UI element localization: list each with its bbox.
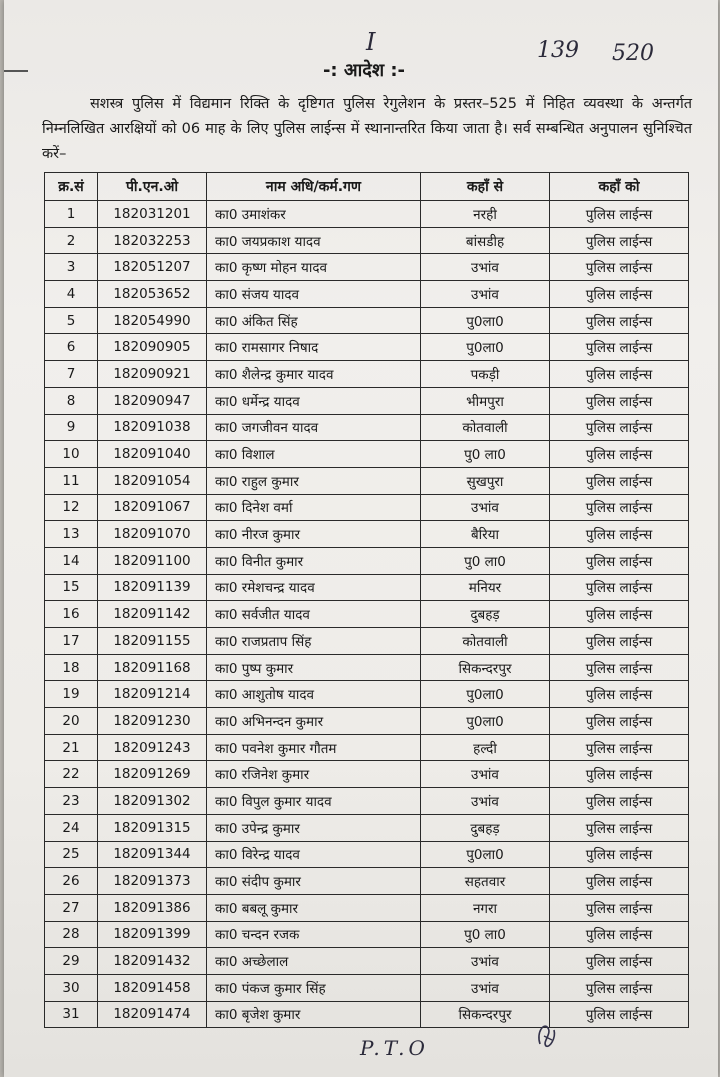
- cell-name: का0 सर्वजीत यादव: [207, 601, 421, 628]
- cell-name: का0 संजय यादव: [207, 281, 421, 308]
- cell-to: पुलिस लाईन्स: [550, 521, 689, 548]
- handwritten-number-2: 520: [612, 41, 654, 66]
- cell-name: का0 विपुल कुमार यादव: [207, 788, 421, 815]
- cell-from: मनियर: [421, 574, 550, 601]
- table-row: [45, 734, 689, 761]
- cell-pno: 182091168: [98, 654, 207, 681]
- cell-name: का0 उपेन्द्र कुमार: [207, 814, 421, 841]
- table-row: [45, 868, 689, 895]
- cell-pno: 182091315: [98, 814, 207, 841]
- cell-name: का0 विनीत कुमार: [207, 547, 421, 574]
- cell-pno: 182091302: [98, 788, 207, 815]
- cell-pno: 182054990: [98, 307, 207, 334]
- table-row: [45, 601, 689, 628]
- cell-pno: 182091386: [98, 894, 207, 921]
- cell-from: उभांव: [421, 788, 550, 815]
- cell-from: सुखपुरा: [421, 467, 550, 494]
- cell-pno: 182091038: [98, 414, 207, 441]
- cell-pno: 182091155: [98, 628, 207, 655]
- cell-serial: 5: [45, 307, 98, 334]
- cell-pno: 182090947: [98, 387, 207, 414]
- cell-to: पुलिस लाईन्स: [550, 814, 689, 841]
- table-row: [45, 788, 689, 815]
- table-header-row: [45, 173, 689, 201]
- cell-name: का0 विरेन्द्र यादव: [207, 841, 421, 868]
- table-row: [45, 841, 689, 868]
- order-paragraph: [42, 92, 692, 167]
- cell-from: पु0ला0: [421, 334, 550, 361]
- cell-serial: 25: [45, 841, 98, 868]
- order-paragraph-text: सशस्त्र पुलिस में विद्यमान रिक्ति के दृष्टिगत पुलिस रेगुलेशन के प्रस्तर–525 में निहित व्यवस्था के अन्तर्गत निम्नलिखित आरक्षियों को 06 माह के लिए पुलिस लाईन्स में स्थानान्तरित किया जाता है। सर्व सम्बन्धित अनुपालन सुनिश्चित करें–: [42, 96, 692, 162]
- cell-pno: 182031201: [98, 201, 207, 228]
- table-row: [45, 814, 689, 841]
- cell-from: पु0 ला0: [421, 921, 550, 948]
- cell-to: पुलिस लाईन्स: [550, 761, 689, 788]
- cell-name: का0 राहुल कुमार: [207, 467, 421, 494]
- cell-name: का0 बृजेश कुमार: [207, 1001, 421, 1028]
- cell-pno: 182091243: [98, 734, 207, 761]
- cell-name: का0 पवनेश कुमार गौतम: [207, 734, 421, 761]
- table-row: [45, 387, 689, 414]
- cell-name: का0 नीरज कुमार: [207, 521, 421, 548]
- cell-serial: 10: [45, 441, 98, 468]
- cell-name: का0 राजप्रताप सिंह: [207, 628, 421, 655]
- table-row: [45, 761, 689, 788]
- cell-from: कोतवाली: [421, 628, 550, 655]
- cell-to: पुलिस लाईन्स: [550, 227, 689, 254]
- cell-from: दुबहड़: [421, 601, 550, 628]
- cell-serial: 16: [45, 601, 98, 628]
- header-from: कहाँ से: [421, 173, 550, 201]
- cell-serial: 11: [45, 467, 98, 494]
- cell-pno: 182091214: [98, 681, 207, 708]
- header-pno: पी.एन.ओ: [98, 173, 207, 201]
- table-row: [45, 494, 689, 521]
- cell-name: का0 बबलू कुमार: [207, 894, 421, 921]
- header-name: नाम अधि/कर्म.गण: [207, 173, 421, 201]
- cell-serial: 20: [45, 708, 98, 735]
- cell-serial: 22: [45, 761, 98, 788]
- cell-from: भीमपुरा: [421, 387, 550, 414]
- cell-to: पुलिस लाईन्स: [550, 281, 689, 308]
- table-row: [45, 414, 689, 441]
- cell-name: का0 संदीप कुमार: [207, 868, 421, 895]
- cell-from: पु0ला0: [421, 307, 550, 334]
- cell-pno: 182091344: [98, 841, 207, 868]
- cell-from: पु0 ला0: [421, 441, 550, 468]
- cell-from: बैरिया: [421, 521, 550, 548]
- cell-serial: 9: [45, 414, 98, 441]
- cell-pno: 182091040: [98, 441, 207, 468]
- cell-to: पुलिस लाईन्स: [550, 467, 689, 494]
- cell-pno: 182091054: [98, 467, 207, 494]
- cell-name: का0 अभिनन्दन कुमार: [207, 708, 421, 735]
- order-title: -: आदेश :-: [322, 60, 406, 81]
- cell-serial: 15: [45, 574, 98, 601]
- cell-to: पुलिस लाईन्स: [550, 868, 689, 895]
- table-row: [45, 708, 689, 735]
- table-row: [45, 361, 689, 388]
- cell-name: का0 रमेशचन्द्र यादव: [207, 574, 421, 601]
- table-body: [45, 201, 689, 1028]
- cell-to: पुलिस लाईन्स: [550, 494, 689, 521]
- cell-to: पुलिस लाईन्स: [550, 841, 689, 868]
- table-row: [45, 521, 689, 548]
- cell-from: उभांव: [421, 254, 550, 281]
- signature-mark: [532, 1018, 562, 1048]
- table-row: [45, 894, 689, 921]
- cell-name: का0 धर्मेन्द्र यादव: [207, 387, 421, 414]
- cell-from: पु0ला0: [421, 681, 550, 708]
- cell-serial: 13: [45, 521, 98, 548]
- cell-from: सहतवार: [421, 868, 550, 895]
- cell-to: पुलिस लाईन्स: [550, 628, 689, 655]
- cell-serial: 27: [45, 894, 98, 921]
- cell-name: का0 शैलेन्द्र कुमार यादव: [207, 361, 421, 388]
- table-row: [45, 948, 689, 975]
- handwritten-mark: I: [366, 28, 376, 56]
- cell-to: पुलिस लाईन्स: [550, 1001, 689, 1028]
- cell-from: सिकन्दरपुर: [421, 654, 550, 681]
- cell-serial: 4: [45, 281, 98, 308]
- cell-serial: 7: [45, 361, 98, 388]
- cell-serial: 3: [45, 254, 98, 281]
- cell-to: पुलिस लाईन्स: [550, 734, 689, 761]
- cell-pno: 182091230: [98, 708, 207, 735]
- table-row: [45, 547, 689, 574]
- cell-pno: 182091269: [98, 761, 207, 788]
- cell-from: पकड़ी: [421, 361, 550, 388]
- cell-name: का0 दिनेश वर्मा: [207, 494, 421, 521]
- table-row: [45, 441, 689, 468]
- cell-to: पुलिस लाईन्स: [550, 441, 689, 468]
- cell-serial: 1: [45, 201, 98, 228]
- cell-serial: 26: [45, 868, 98, 895]
- cell-to: पुलिस लाईन्स: [550, 201, 689, 228]
- cell-to: पुलिस लाईन्स: [550, 894, 689, 921]
- header-serial: क्र.सं: [45, 173, 98, 201]
- cell-to: पुलिस लाईन्स: [550, 254, 689, 281]
- header-to: कहाँ को: [550, 173, 689, 201]
- cell-from: कोतवाली: [421, 414, 550, 441]
- cell-serial: 23: [45, 788, 98, 815]
- cell-serial: 29: [45, 948, 98, 975]
- handwritten-number-1: 139: [537, 38, 579, 63]
- cell-pno: 182091100: [98, 547, 207, 574]
- cell-pno: 182091432: [98, 948, 207, 975]
- table-row: [45, 467, 689, 494]
- cell-from: बांसडीह: [421, 227, 550, 254]
- cell-to: पुलिस लाईन्स: [550, 708, 689, 735]
- table-row: [45, 254, 689, 281]
- cell-from: उभांव: [421, 494, 550, 521]
- table-row: [45, 201, 689, 228]
- cell-to: पुलिस लाईन्स: [550, 547, 689, 574]
- cell-to: पुलिस लाईन्स: [550, 361, 689, 388]
- cell-from: नरही: [421, 201, 550, 228]
- table-row: [45, 628, 689, 655]
- cell-pno: 182090905: [98, 334, 207, 361]
- cell-to: पुलिस लाईन्स: [550, 948, 689, 975]
- cell-serial: 12: [45, 494, 98, 521]
- cell-name: का0 कृष्ण मोहन यादव: [207, 254, 421, 281]
- table-row: [45, 681, 689, 708]
- cell-to: पुलिस लाईन्स: [550, 334, 689, 361]
- cell-from: दुबहड़: [421, 814, 550, 841]
- cell-pno: 182090921: [98, 361, 207, 388]
- cell-name: का0 पंकज कुमार सिंह: [207, 974, 421, 1001]
- cell-pno: 182032253: [98, 227, 207, 254]
- transfer-table: [44, 172, 689, 1028]
- cell-to: पुलिस लाईन्स: [550, 414, 689, 441]
- cell-serial: 2: [45, 227, 98, 254]
- cell-serial: 30: [45, 974, 98, 1001]
- cell-from: उभांव: [421, 974, 550, 1001]
- cell-serial: 31: [45, 1001, 98, 1028]
- cell-to: पुलिस लाईन्स: [550, 788, 689, 815]
- table-row: [45, 227, 689, 254]
- table-row: [45, 921, 689, 948]
- cell-pno: 182091458: [98, 974, 207, 1001]
- table-row: [45, 307, 689, 334]
- cell-pno: 182051207: [98, 254, 207, 281]
- cell-pno: 182091373: [98, 868, 207, 895]
- cell-name: का0 अंकित सिंह: [207, 307, 421, 334]
- cell-name: का0 आशुतोष यादव: [207, 681, 421, 708]
- cell-name: का0 जयप्रकाश यादव: [207, 227, 421, 254]
- cell-pno: 182091399: [98, 921, 207, 948]
- cell-pno: 182091142: [98, 601, 207, 628]
- table-row: [45, 974, 689, 1001]
- cell-from: पु0ला0: [421, 841, 550, 868]
- cell-name: का0 उमाशंकर: [207, 201, 421, 228]
- cell-from: हल्दी: [421, 734, 550, 761]
- cell-to: पुलिस लाईन्स: [550, 574, 689, 601]
- cell-name: का0 विशाल: [207, 441, 421, 468]
- cell-from: पु0ला0: [421, 708, 550, 735]
- cell-serial: 8: [45, 387, 98, 414]
- cell-from: नगरा: [421, 894, 550, 921]
- cell-to: पुलिस लाईन्स: [550, 387, 689, 414]
- table-row: [45, 334, 689, 361]
- cell-from: सिकन्दरपुर: [421, 1001, 550, 1028]
- cell-to: पुलिस लाईन्स: [550, 307, 689, 334]
- cell-serial: 24: [45, 814, 98, 841]
- cell-pno: 182091474: [98, 1001, 207, 1028]
- cell-to: पुलिस लाईन्स: [550, 654, 689, 681]
- cell-from: उभांव: [421, 761, 550, 788]
- cell-serial: 14: [45, 547, 98, 574]
- cell-serial: 19: [45, 681, 98, 708]
- table-row: [45, 574, 689, 601]
- cell-to: पुलिस लाईन्स: [550, 681, 689, 708]
- cell-from: पु0 ला0: [421, 547, 550, 574]
- table-row: [45, 281, 689, 308]
- cell-name: का0 रामसागर निषाद: [207, 334, 421, 361]
- cell-serial: 18: [45, 654, 98, 681]
- cell-serial: 17: [45, 628, 98, 655]
- cell-name: का0 जगजीवन यादव: [207, 414, 421, 441]
- cell-to: पुलिस लाईन्स: [550, 601, 689, 628]
- cell-name: का0 चन्दन रजक: [207, 921, 421, 948]
- cell-from: उभांव: [421, 281, 550, 308]
- cell-pno: 182091067: [98, 494, 207, 521]
- cell-name: का0 अच्छेलाल: [207, 948, 421, 975]
- cell-pno: 182091070: [98, 521, 207, 548]
- cell-to: पुलिस लाईन्स: [550, 921, 689, 948]
- cell-pno: 182091139: [98, 574, 207, 601]
- cell-pno: 182053652: [98, 281, 207, 308]
- cell-serial: 6: [45, 334, 98, 361]
- document-page: [4, 0, 718, 1077]
- cell-serial: 21: [45, 734, 98, 761]
- cell-from: उभांव: [421, 948, 550, 975]
- cell-name: का0 रजिनेश कुमार: [207, 761, 421, 788]
- cell-name: का0 पुष्प कुमार: [207, 654, 421, 681]
- cell-serial: 28: [45, 921, 98, 948]
- cell-to: पुलिस लाईन्स: [550, 974, 689, 1001]
- table-row: [45, 1001, 689, 1028]
- table-row: [45, 654, 689, 681]
- pto-note: P.T.O: [360, 1036, 429, 1060]
